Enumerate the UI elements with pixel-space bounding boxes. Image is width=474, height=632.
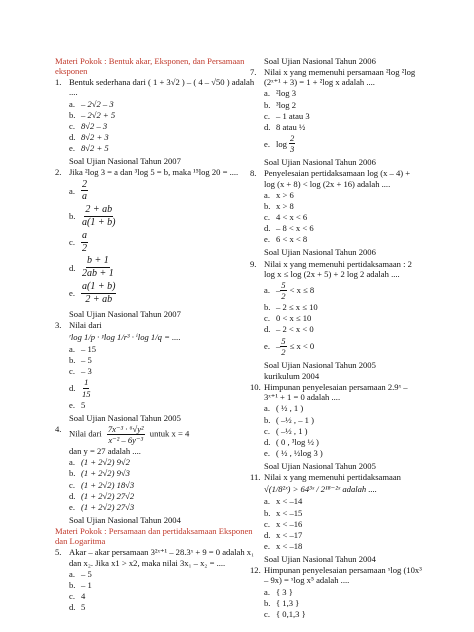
fraction [81,281,116,306]
fraction [81,377,92,398]
option-letter: d. [264,529,271,540]
fraction [81,204,116,229]
numerator: 2 + ab [85,204,113,216]
denominator: 2 [281,346,286,357]
option-letter: a. [69,343,75,354]
option-value: 8√2 – 3 [81,120,108,131]
fraction [289,133,295,154]
option [250,403,422,413]
option [250,609,422,619]
option [250,587,422,597]
option [250,111,422,121]
source-note: Soal Ujian Nasional Tahun 2006 [264,56,376,66]
option [55,491,255,501]
q2-options [55,179,255,306]
question-text: Nilai x yang memenuhi pertidaksamaan [264,472,401,483]
fraction [81,179,88,204]
option [250,541,422,551]
option-letter: c. [69,366,75,377]
option-prefix: – [276,285,281,296]
option [55,230,255,255]
question-number: 9. [250,258,257,269]
option [250,598,422,608]
source-note: Soal Ujian Nasional Tahun 2007 [69,156,181,167]
option-letter: c. [264,110,270,121]
fraction [280,280,286,301]
topic-heading: Materi Pokok : Persamaan dan pertidaksamaan Eksponen dan Logaritma [55,526,253,547]
option-value: ³log 2 [276,99,297,110]
source-note: Soal Ujian Nasional Tahun 2006 [264,157,376,168]
option [250,133,422,154]
option-letter: d. [264,324,271,335]
option [55,204,255,229]
option-letter: c. [69,479,75,490]
right-column [250,56,422,620]
option-letter: e. [264,234,270,245]
question-text: Nilai x yang memenuhi persamaan ²log ²log (2ˣ⁺¹ + 3) = 1 + ²log x adalah .... [264,67,416,88]
q12-options [250,587,422,619]
option-value: – 8 < x < 6 [276,223,314,234]
option-letter: d. [264,223,271,234]
question-text-wrap [69,424,255,445]
question-number: 1. [55,77,62,88]
option-value: 4 < x < 6 [276,211,308,222]
option [55,580,255,590]
option-value: – 3 [81,366,92,377]
question-number: 3. [55,319,62,330]
option-value: x < –16 [276,518,303,529]
numerator: 2 [289,132,295,143]
option-suffix: ≤ x < 0 [289,341,315,352]
option [55,121,255,131]
option [250,280,422,301]
numerator: a [82,229,87,241]
numerator: 7x⁻³ · ⁶√y² [107,423,144,434]
option [250,336,422,357]
option-letter: c. [264,313,270,324]
option [250,313,422,323]
option-value: – 2√2 + 5 [81,109,116,120]
denominator: x⁻² – 6y⁻³ [108,435,144,446]
option-value: (1 + 2√2) 27√3 [81,501,135,512]
option-letter: d. [69,602,76,613]
question-number: 12. [250,565,261,576]
option [55,468,255,478]
question-12 [250,565,422,585]
numerator: b + 1 [87,255,109,267]
question-number: 2. [55,167,62,178]
numerator: 5 [281,335,286,346]
q9-options [250,280,422,357]
denominator: 2 [281,290,286,301]
question-text: dan y = 27 adalah .... [69,446,141,457]
question-8 [250,168,422,188]
denominator: 2ab + 1 [82,268,114,280]
option-letter: d. [69,382,76,393]
denominator: a(1 + b) [82,216,116,228]
question-7 [250,67,422,87]
question-text: Akar – akar persamaan 3²ˣ⁺¹ – 28.3ˣ + 9 = 0 adalah x₁ dan x₂. Jika x1 > x2, maka nilai 3x₁ – x₂ = .... [69,547,255,568]
option-letter: b. [69,579,76,590]
option-letter: c. [264,608,270,619]
numerator: 1 [84,377,89,388]
option [55,110,255,120]
option-letter: e. [264,541,270,552]
option-value: x < –14 [276,496,303,507]
denominator: 3 [289,144,295,155]
numerator: 2 [82,178,87,190]
question-text: Nilai dari [69,428,102,439]
option [55,344,255,354]
option [55,255,255,280]
option-letter: c. [69,236,75,247]
option-value: ( ½ , ½log 3 ) [276,447,323,458]
option-letter: b. [264,302,271,313]
option-letter: c. [69,120,75,131]
option [250,448,422,458]
option-letter: b. [264,99,271,110]
q11-options [250,496,422,551]
fraction [81,255,115,280]
option-letter: c. [69,591,75,602]
option [55,569,255,579]
question-text: Nilai dari [69,319,102,330]
option [55,99,255,109]
question-text: untuk x = 4 [149,428,190,439]
source-note: Soal Ujian Nasional Tahun 2004 [264,554,376,565]
option-letter: b. [69,355,76,366]
option [55,366,255,376]
q1-options [55,99,255,154]
option [250,496,422,506]
option [250,100,422,110]
denominator: a [82,191,87,203]
left-column [55,56,255,613]
option-letter: a. [69,568,75,579]
option [250,88,422,98]
option-letter: b. [69,211,76,222]
option [250,324,422,334]
option-letter: e. [69,143,75,154]
question-11 [250,472,422,482]
source-note: Soal Ujian Nasional Tahun 2005 [69,412,181,423]
option-letter: a. [264,285,270,296]
source-note: Soal Ujian Nasional Tahun 2004 [69,515,181,526]
question-text: Bentuk sederhana dari ( 1 + 3√2 ) – ( 4 – √50 ) adalah .... [69,77,255,98]
denominator: 2 [82,242,87,254]
option-value: – 5 [81,355,92,366]
option-prefix: – [276,341,281,352]
option-value: 8√2 + 3 [81,131,109,142]
option-value: ( –½ , – 1 ) [276,414,314,425]
option-value: – 2 ≤ x ≤ 10 [276,302,318,313]
option-value: 6 < x < 8 [276,234,308,245]
option-letter: a. [264,88,270,99]
option-value: { 1,3 } [276,597,300,608]
option [250,122,422,132]
option-prefix: log [276,138,287,149]
numerator: 5 [281,279,286,290]
question-3 [55,320,255,330]
source-note: Soal Ujian Nasional Tahun 2005 [264,359,376,370]
option-letter: e. [69,288,75,299]
topic-heading: Materi Pokok : Bentuk akar, Eksponen, dan Persamaan eksponen [55,56,245,77]
option-letter: d. [264,121,271,132]
q3-options [55,344,255,410]
option-letter: a. [264,586,270,597]
source-note: Soal Ujian Nasional Tahun 2005 [264,461,376,472]
fraction-expression [107,424,145,445]
option [55,377,255,398]
q10-options [250,403,422,458]
option-value: 8 atau ½ [276,121,306,132]
option [55,502,255,512]
inequality-expression: √(1/8²ˣ) > 64³ˣ / 2¹⁸⁻²ˣ adalah .... [264,484,377,495]
option-value: – 15 [81,343,97,354]
option-value: x > 8 [276,200,294,211]
q7-options [250,88,422,154]
question-number: 4. [55,423,62,434]
option-suffix: < x ≤ 8 [289,285,315,296]
option [55,457,255,467]
option-value: { 3 } [276,586,293,597]
option-value: – 1 [81,579,92,590]
option-letter: a. [264,189,270,200]
option-value: 5 [81,399,86,410]
option [55,480,255,490]
option-value: x < –17 [276,529,303,540]
question-5 [55,547,255,567]
question-10 [250,382,422,402]
option-value: – 2 < x < 0 [276,324,314,335]
option-letter: a. [264,403,270,414]
source-note: kurikulum 2004 [264,370,320,381]
option-letter: b. [264,414,271,425]
option-value: x > 6 [276,189,294,200]
option-letter: d. [69,262,76,273]
option-value: ( 0 , ³log ½ ) [276,436,319,447]
option [55,591,255,601]
question-text: Nilai x yang memenuhi pertidaksamaan : 2 log x ≤ log (2x + 5) + 2 log 2 adalah .... [264,258,412,279]
source-note: Soal Ujian Nasional Tahun 2007 [69,308,181,319]
option-value: ( –½ , 1 ) [276,425,308,436]
option-letter: b. [264,507,271,518]
question-text: Penyelesaian pertidaksamaan log (x – 4) + log (x + 8) < log (2x + 16) adalah .... [264,168,411,189]
question-1 [55,77,255,97]
option-letter: e. [264,341,270,352]
log-expression: ʳlog 1/p · ᵖlog 1/r³ · ⁱlog 1/q = .... [69,331,181,342]
option-letter: e. [264,138,270,149]
option-value: (1 + 2√2) 27√2 [81,490,135,501]
option-value: 8√2 + 5 [81,143,109,154]
denominator: 2 + ab [85,293,113,305]
option-value: 0 < x ≤ 10 [276,313,312,324]
option-value: 5 [81,602,86,613]
option [250,415,422,425]
question-number: 11. [250,472,261,483]
option-letter: e. [264,447,270,458]
question-2 [55,167,255,177]
question-4 [55,424,255,445]
question-number: 10. [250,382,261,393]
option-value: x < –15 [276,507,303,518]
question-text: Jika ²log 3 = a dan ³log 5 = b, maka ¹⁵log 20 = .... [69,167,239,178]
q8-options [250,190,422,245]
option-letter: a. [69,98,75,109]
option [55,400,255,410]
option-value: ( ½ , 1 ) [276,403,304,414]
option-letter: d. [264,436,271,447]
option-value: (1 + 2√2) 9√3 [81,468,130,479]
option-value: (1 + 2√2) 18√3 [81,479,135,490]
option [250,530,422,540]
question-9 [250,259,422,279]
q4-options [55,457,255,512]
option-value: ²log 3 [276,88,297,99]
question-number: 7. [250,67,257,78]
option-letter: a. [69,185,75,196]
option-letter: e. [69,399,75,410]
option-letter: b. [69,109,76,120]
option-letter: b. [264,200,271,211]
option [250,437,422,447]
option [250,190,422,200]
question-text: Himpunan penyelesaian persamaan ˣlog (10x³ – 9x) = ˣlog x⁵ adalah .... [264,565,422,586]
option-value: – 5 [81,568,92,579]
option-value: 4 [81,591,86,602]
fraction [280,336,286,357]
option-value: { 0,1,3 } [276,608,306,619]
option-letter: d. [69,131,76,142]
source-note: Soal Ujian Nasional Tahun 2006 [264,247,376,258]
question-text: Himpunan penyelesaian persamaan 2.9ˣ – 3ˣ⁺¹ + 1 = 0 adalah .... [264,382,408,403]
q5-options [55,569,255,613]
option-letter: a. [69,457,75,468]
question-number: 8. [250,168,257,179]
option-letter: a. [264,496,270,507]
option-value: (1 + 2√2) 9√2 [81,457,130,468]
option [250,201,422,211]
option-letter: e. [69,501,75,512]
option [250,302,422,312]
denominator: 15 [82,388,91,399]
option [250,212,422,222]
option [250,234,422,244]
option [250,223,422,233]
option [55,132,255,142]
option-letter: b. [264,597,271,608]
option [250,508,422,518]
option-letter: c. [264,211,270,222]
option-letter: b. [69,468,76,479]
option-letter: c. [264,518,270,529]
fraction [81,230,88,255]
option [55,602,255,612]
option [55,179,255,204]
question-number: 5. [55,547,62,558]
option-value: – 2√2 – 3 [81,98,114,109]
option-value: – 1 atau 3 [276,110,310,121]
option-letter: d. [69,490,76,501]
numerator: a(1 + b) [82,280,116,292]
option [250,426,422,436]
option [55,355,255,365]
option [250,519,422,529]
option-letter: c. [264,425,270,436]
option-value: x < –18 [276,541,303,552]
option [55,281,255,306]
option [55,143,255,153]
